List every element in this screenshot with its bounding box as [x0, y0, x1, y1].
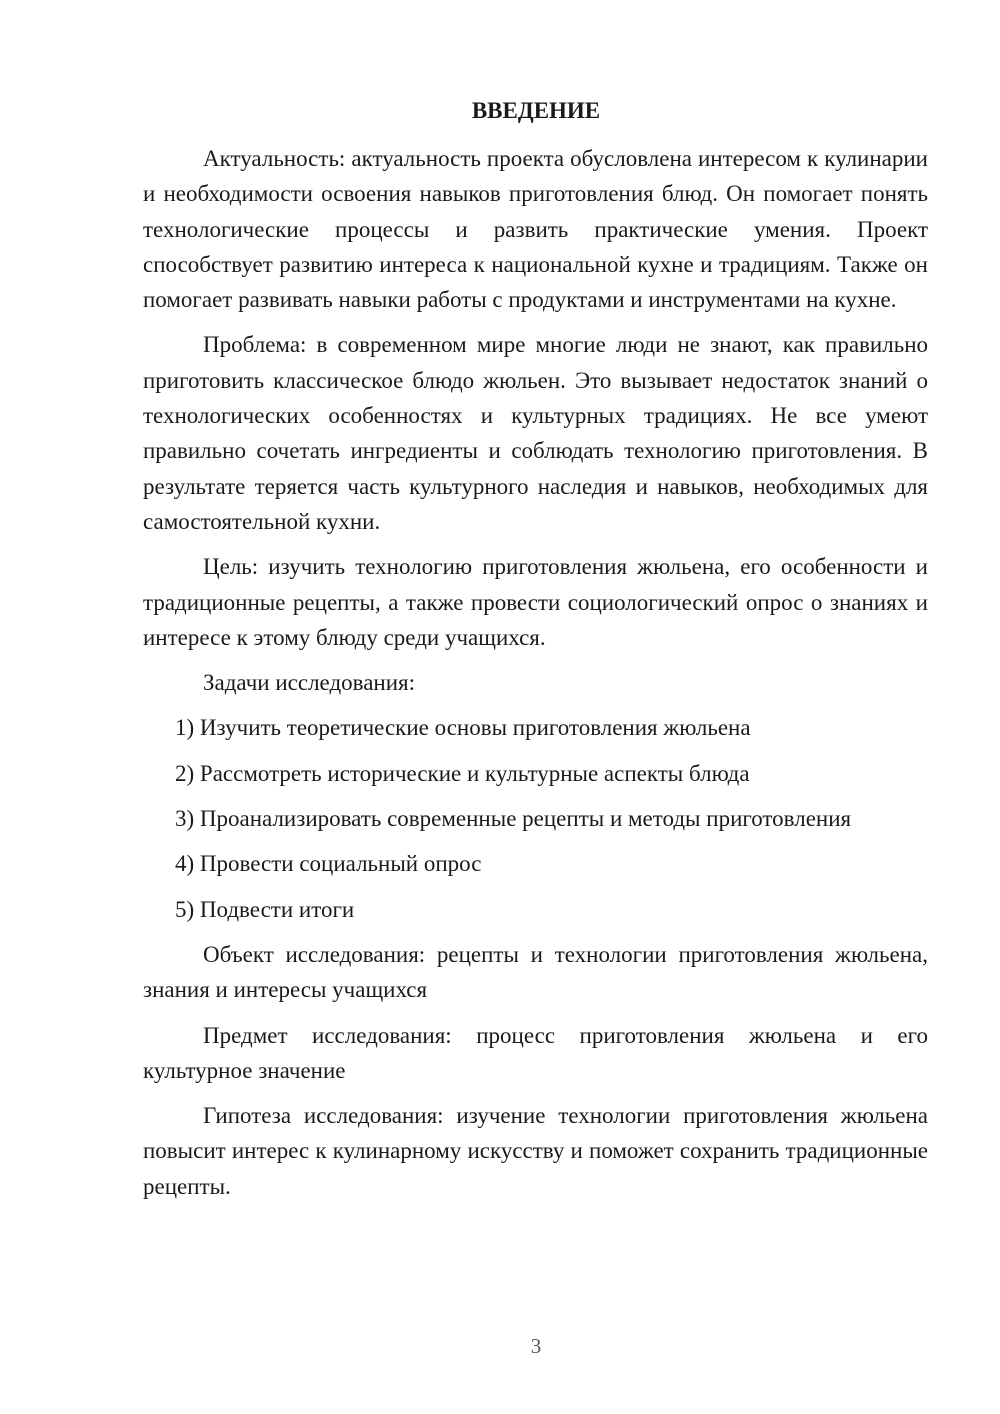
page-title: ВВЕДЕНИЕ	[471, 98, 601, 123]
object-paragraph: Объект исследования: рецепты и технологии приготовления жюльена, знания и интересы учащихся	[143, 941, 928, 1003]
hypothesis-paragraph: Гипотеза исследования: изучение технологии приготовления жюльена повысит интерес к кулинарному искусству и поможет сохранить традиционные рецепты.	[143, 1103, 928, 1199]
list-item: 5) Подвести итоги	[175, 896, 355, 922]
tasks-list	[143, 710, 928, 926]
goal-paragraph: Цель: изучить технологию приготовления жюльена, его особенности и традиционные рецепты, а также провести социологический опрос о знаниях и интересе к этому блюду среди учащихся.	[143, 554, 928, 650]
problem-paragraph: Проблема: в современном мире многие люди не знают, как правильно приготовить классическое блюдо жюльен. Это вызывает недостаток знаний о технологических особенностях и культурных традициях. Не все умеют правильно сочетать ингредиенты и соблюдать технологию приготовления. В результате теряется часть культурного наследия и навыков, необходимых для самостоятельной кухни.	[143, 332, 928, 534]
page-number: 3	[530, 1334, 542, 1358]
list-item: 4) Провести социальный опрос	[175, 851, 482, 877]
list-item: 1) Изучить теоретические основы приготовления жюльена	[175, 715, 751, 741]
relevance-paragraph: Актуальность: актуальность проекта обусловлена интересом к кулинарии и необходимости освоения навыков приготовления блюд. Он помогает понять технологические процессы и развить практические умения. Проект способствует развитию интереса к национальной кухне и традициям. Также он помогает развивать навыки работы с продуктами и инструментами на кухне.	[143, 146, 928, 313]
tasks-heading: Задачи исследования:	[203, 670, 416, 696]
list-item: 2) Рассмотреть исторические и культурные аспекты блюда	[175, 760, 750, 786]
list-item: 3) Проанализировать современные рецепты и методы приготовления	[175, 806, 852, 832]
subject-paragraph: Предмет исследования: процесс приготовления жюльена и его культурное значение	[143, 1022, 928, 1083]
document-body	[143, 141, 928, 1214]
